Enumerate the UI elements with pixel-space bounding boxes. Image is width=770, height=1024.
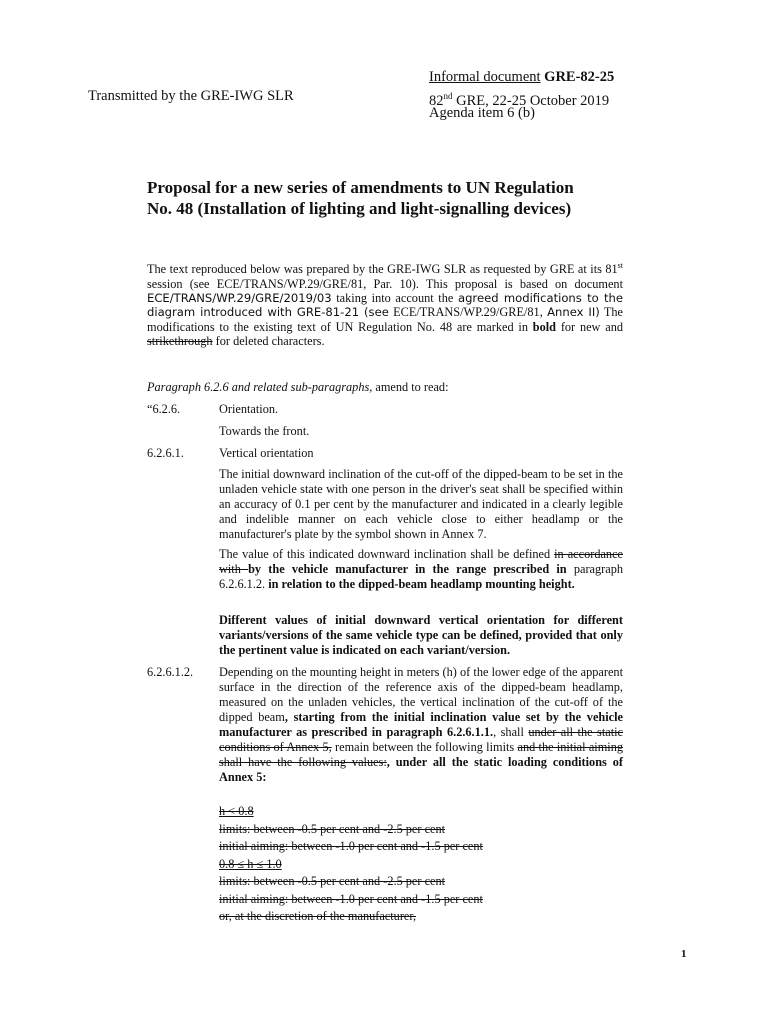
para-text: paragraph 6.2.6.1.2. (219, 562, 624, 591)
para-text: The value of this indicated downward inclination shall be defined (219, 547, 555, 561)
section-number: 6.2.6.1.2. (147, 665, 194, 679)
para-text: Depending on the mounting height in meters (h) of the lower edge of the apparent surface in the direction of the reference axis of the dipped-beam headlamp, measured on the unladen vehicles, the vertical inclination of the cut-off of the dipped beam (219, 665, 623, 724)
added-text: , starting from the initial inclination value set by the vehicle manufacturer as prescribed in paragraph 6.2.6.1.1. (219, 710, 623, 739)
table-row: limits: between -0.5 per cent and -2.5 per cent (219, 874, 446, 888)
table-row: h < 0.8 (219, 804, 254, 818)
added-text: by the vehicle manufacturer in the range prescribed in (248, 562, 567, 576)
deleted-limits-table (219, 803, 483, 926)
added-text: in relation to the dipped-beam headlamp mounting height. (268, 577, 575, 591)
deleted-text: and the initial aiming shall have the following values: (219, 740, 624, 769)
session-sup: nd (443, 91, 453, 101)
paragraph-initial-inclination: The initial downward inclination of the cut-off of the dipped-beam to be set in the unladen vehicle state with one person in the driver's seat shall be specified within an accuracy of 0.1 per cent by the manufacturer and indicated in a clearly legible and indelible manner on each vehicle close to either headlamp or the manufacturer's plate by the symbol shown in Annex 7. (219, 467, 623, 541)
doc-code: GRE-82-25 (544, 69, 615, 85)
session-num: 82 (429, 92, 444, 109)
paragraph-mounting-height (219, 665, 623, 785)
bold-word: bold (532, 319, 557, 334)
intro-paragraph (147, 259, 623, 349)
section-number: 6.2.6.1. (147, 446, 184, 460)
intro-text: for deleted characters. (212, 334, 325, 349)
para-text: remain between the following limits (331, 740, 518, 754)
document-id (429, 68, 614, 87)
annex-reference: Annex II) (547, 305, 600, 320)
section-subtext: Towards the front. (219, 424, 310, 438)
intro-text: session (see ECE/TRANS/WP.29/GRE/81, Par. 10). This proposal is based on document (147, 276, 623, 291)
deleted-text: under all the static conditions of Annex 5, (219, 725, 623, 754)
agreed-modifications: agreed modifications to the diagram introduced with GRE-81-21 (see (147, 290, 623, 320)
deleted-text: in accordance with (219, 547, 623, 576)
page-title (147, 177, 627, 219)
paragraph-indicated-value (219, 547, 623, 592)
section-number: “6.2.6. (147, 402, 181, 416)
intro-text: ECE/TRANS/WP.29/GRE/81, (388, 305, 548, 320)
title-line-2: No. 48 (Installation of lighting and light-signalling devices) (147, 199, 572, 218)
intro-text: taking into account the (331, 290, 458, 305)
informal-label: Informal document (429, 69, 541, 85)
table-row: or, at the discretion of the manufacturer, (219, 909, 417, 923)
table-row: initial aiming: between -1.0 per cent and -1.5 per cent (219, 891, 483, 906)
session-rest: GRE, 22-25 October 2019 (452, 92, 610, 109)
strikethrough-word: strikethrough (147, 334, 213, 349)
para-text: , shall (493, 725, 529, 739)
page-number: 1 (681, 948, 687, 960)
intro-text: for new and (556, 319, 623, 334)
intro-sup: st (617, 261, 623, 270)
table-row: 0.8 ≤ h ≤ 1.0 (219, 856, 282, 871)
title-line-1: Proposal for a new series of amendments to UN Regulation (147, 178, 574, 197)
intro-text: The text reproduced below was prepared by the GRE-IWG SLR as requested by GRE at its 81 (147, 262, 618, 277)
table-row: initial aiming: between -1.0 per cent and -1.5 per cent (219, 839, 483, 853)
paragraph-different-values: Different values of initial downward vertical orientation for different variants/versions of the same vehicle type can be defined, provided that only the pertinent value is indicated on each variant/version. (219, 613, 623, 657)
instruction-rest: , amend to read: (369, 380, 449, 394)
section-title: Vertical orientation (219, 446, 314, 460)
section-title: Orientation. (219, 402, 279, 416)
agenda-item: Agenda item 6 (b) (429, 105, 535, 121)
added-text: , under all the static loading conditions of Annex 5: (219, 755, 623, 784)
intro-text: The modifications to the existing text of UN Regulation No. 48 are marked in (147, 305, 623, 334)
transmitted-by: Transmitted by the GRE-IWG SLR (88, 88, 294, 104)
instruction-italic: Paragraph 6.2.6 and related sub-paragraphs (147, 380, 370, 394)
table-row: limits: between -0.5 per cent and -2.5 per cent (219, 821, 446, 836)
amend-instruction (147, 380, 448, 395)
doc-reference: ECE/TRANS/WP.29/GRE/2019/03 (147, 290, 332, 305)
